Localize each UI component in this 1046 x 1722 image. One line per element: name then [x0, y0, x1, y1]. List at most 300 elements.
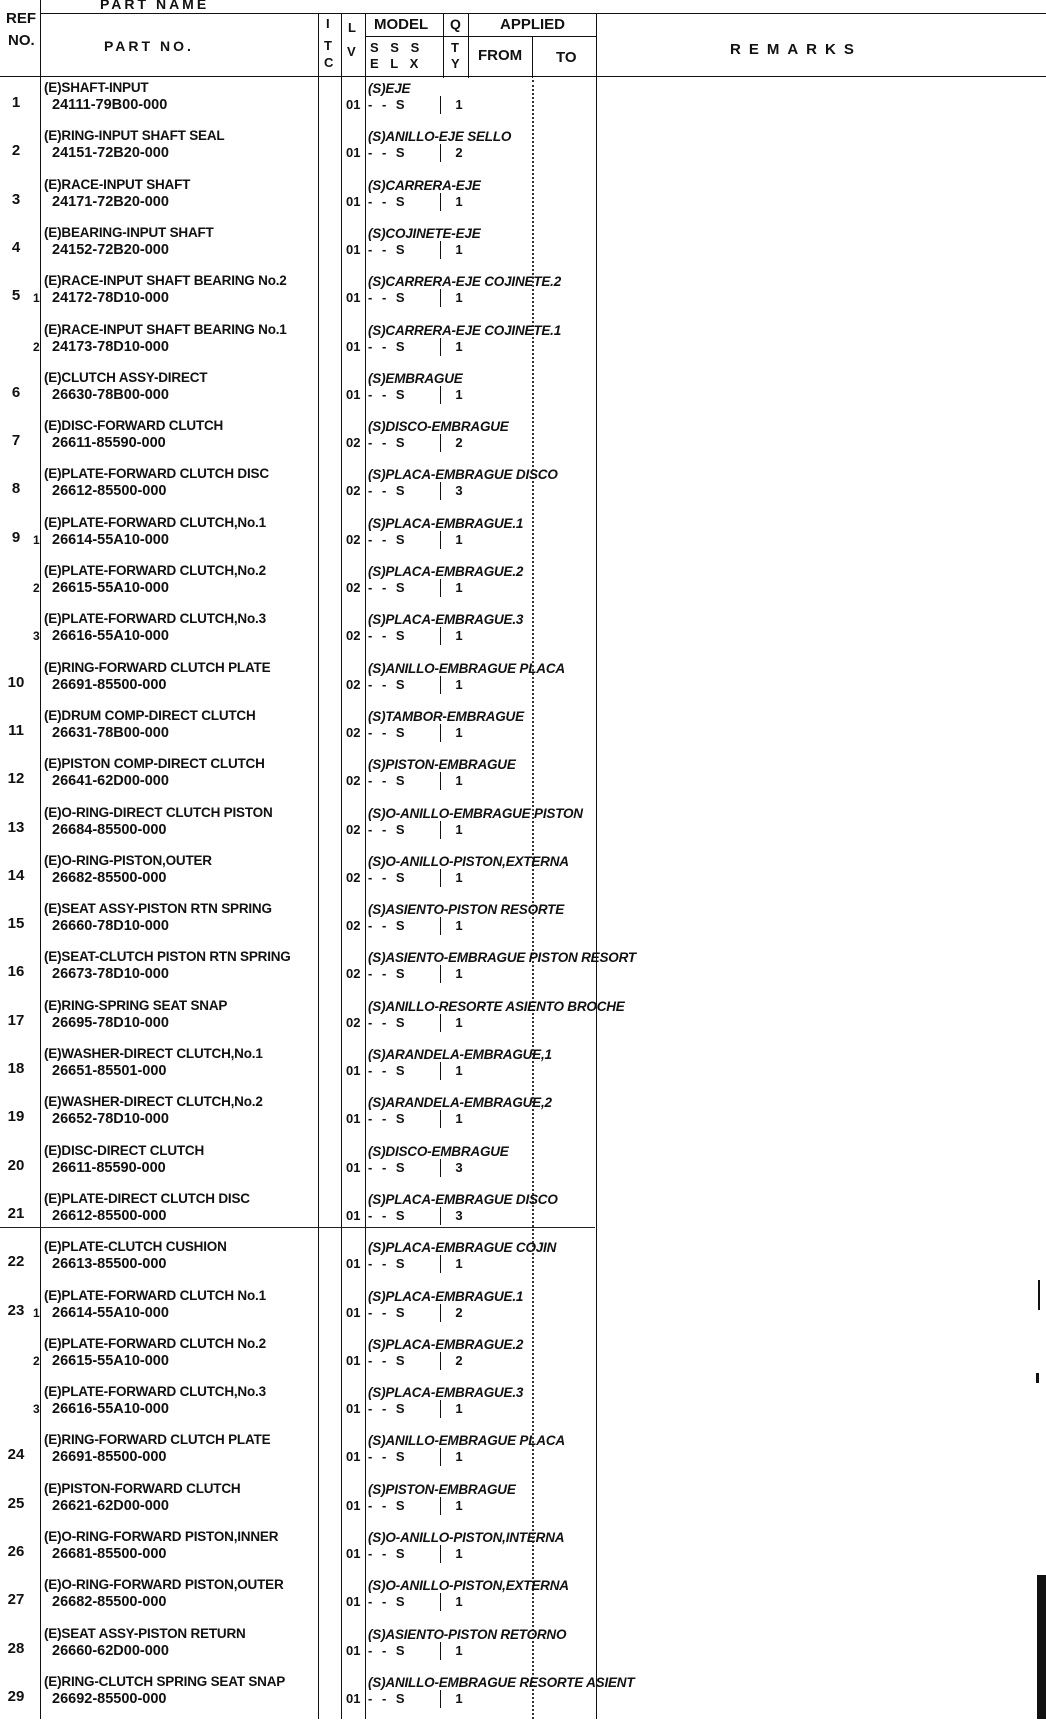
- ref-number: 25: [7, 1494, 25, 1512]
- model-applicability: - - S: [368, 1207, 408, 1223]
- part-number: 26614-55A10-000: [52, 1304, 169, 1321]
- quantity: 1: [455, 580, 463, 595]
- spanish-name: (S)CARRERA-EJE COJINETE.2: [368, 274, 562, 290]
- qty-divider: [440, 579, 441, 597]
- qty-divider: [440, 627, 441, 645]
- sub-number: 2: [33, 581, 40, 595]
- sub-number: 3: [33, 1402, 40, 1417]
- spanish-name: (S)PLACA-EMBRAGUE.3: [368, 1385, 524, 1401]
- part-name: (E)SEAT-CLUTCH PISTON RTN SPRING: [44, 949, 291, 965]
- qty-divider: [440, 386, 441, 404]
- ref-number: 1: [11, 94, 21, 111]
- sub-number: 2: [33, 1353, 40, 1368]
- ref-number: 4: [11, 238, 21, 256]
- spanish-name: (S)PLACA-EMBRAGUE COJIN: [368, 1240, 557, 1256]
- table-row: [0, 370, 1046, 418]
- model-applicability: - - S: [368, 628, 408, 644]
- part-name: (E)RING-SPRING SEAT SNAP: [44, 997, 228, 1013]
- level: 01: [346, 145, 361, 161]
- part-number: 24111-79B00-000: [52, 97, 168, 113]
- part-number: 26684-85500-000: [52, 821, 167, 838]
- col-rule-from-to: [532, 36, 533, 78]
- lv-header-v: V: [347, 44, 356, 59]
- qty-divider: [440, 869, 441, 887]
- col-rule-qty-left: [443, 14, 444, 78]
- qty-divider: [440, 1642, 441, 1660]
- part-name: (E)O-RING-PISTON,OUTER: [44, 852, 212, 868]
- quantity: 1: [455, 1642, 463, 1658]
- quantity: 1: [455, 1497, 463, 1513]
- part-name: (E)PLATE-FORWARD CLUTCH,No.3: [44, 611, 266, 627]
- level: 02: [346, 869, 361, 885]
- level: 01: [346, 1642, 361, 1658]
- sub-number: 3: [33, 629, 40, 644]
- table-row: [0, 1577, 1046, 1625]
- part-name: (E)O-RING-FORWARD PISTON,INNER: [44, 1529, 279, 1544]
- part-number: 26621-62D00-000: [52, 1497, 169, 1514]
- spanish-name: (S)PISTON-EMBRAGUE: [368, 757, 516, 773]
- part-number: 24152-72B20-000: [52, 241, 169, 258]
- itc-header-i: I: [326, 16, 330, 31]
- qty-header-q: Q: [450, 16, 461, 32]
- level: 01: [346, 1207, 361, 1223]
- qty-divider: [440, 1014, 441, 1032]
- quantity: 1: [455, 724, 463, 740]
- part-name: (E)RING-INPUT SHAFT SEAL: [44, 128, 225, 144]
- spanish-name: (S)ASIENTO-PISTON RETORNO: [368, 1626, 567, 1642]
- level: 01: [346, 1546, 361, 1561]
- table-row: [0, 1626, 1046, 1674]
- spanish-name: (S)PLACA-EMBRAGUE.2: [368, 564, 524, 579]
- level: 01: [346, 290, 361, 306]
- spanish-name: (S)ANILLO-EJE SELLO: [368, 129, 512, 145]
- ref-number: 9: [11, 528, 21, 546]
- spanish-name: (S)TAMBOR-EMBRAGUE: [368, 708, 524, 724]
- quantity: 1: [455, 773, 463, 789]
- model-applicability: - - S: [368, 1594, 408, 1610]
- model-applicability: - - S: [368, 821, 408, 837]
- ref-number: 12: [7, 770, 25, 788]
- level: 01: [346, 97, 361, 112]
- model-applicability: - - S: [368, 531, 408, 547]
- part-number: 26673-78D10-000: [52, 966, 169, 983]
- level: 02: [346, 483, 361, 499]
- ref-header-line1: REF: [6, 10, 36, 27]
- header-bottom-rule: [0, 76, 1046, 77]
- part-name: (E)RING-CLUTCH SPRING SEAT SNAP: [44, 1673, 286, 1689]
- ref-number: 21: [7, 1204, 25, 1222]
- part-number: 26611-85590-000: [52, 1159, 166, 1176]
- ref-number: 17: [7, 1011, 25, 1029]
- level: 01: [346, 1352, 361, 1368]
- table-row: [0, 1432, 1046, 1480]
- part-name: (E)RING-FORWARD CLUTCH PLATE: [44, 1432, 271, 1448]
- part-number: 26612-85500-000: [52, 1207, 167, 1224]
- model-applicability: - - S: [368, 338, 408, 354]
- part-name: (E)RACE-INPUT SHAFT: [44, 176, 191, 192]
- part-name: (E)PLATE-FORWARD CLUTCH,No.3: [44, 1384, 266, 1400]
- part-number: 26641-62D00-000: [52, 773, 169, 790]
- quantity: 1: [455, 97, 463, 112]
- table-row: [0, 708, 1046, 756]
- level: 01: [346, 1449, 361, 1465]
- qty-divider: [440, 1497, 441, 1515]
- table-row: [0, 756, 1046, 804]
- model-applicability: - - S: [368, 1401, 408, 1417]
- quantity: 1: [455, 966, 463, 982]
- ref-number: 14: [7, 866, 25, 884]
- model-applicability: - - S: [368, 1352, 408, 1368]
- model-applicability: - - S: [368, 1690, 408, 1706]
- table-row: [0, 225, 1046, 273]
- quantity: 1: [455, 628, 463, 644]
- spanish-name: (S)PLACA-EMBRAGUE DISCO: [368, 467, 558, 483]
- spanish-name: (S)ASIENTO-EMBRAGUE PISTON RESORT: [368, 950, 636, 966]
- model-applicability: - - S: [368, 773, 408, 789]
- model-codes-bottom: E L X: [370, 56, 423, 71]
- part-number: 26681-85500-000: [52, 1546, 167, 1562]
- model-applicability: - - S: [368, 966, 408, 982]
- ref-number: 8: [11, 480, 21, 498]
- part-number: 24171-72B20-000: [52, 193, 169, 210]
- level: 02: [346, 628, 361, 644]
- spanish-name: (S)PISTON-EMBRAGUE: [368, 1481, 516, 1497]
- part-no-header: PART NO.: [104, 38, 194, 54]
- level: 01: [346, 1690, 361, 1706]
- ref-number: 15: [7, 915, 25, 933]
- quantity: 2: [455, 1352, 463, 1368]
- part-number: 26612-85500-000: [52, 483, 167, 500]
- qty-divider: [440, 289, 441, 307]
- qty-divider: [440, 676, 441, 694]
- spanish-name: (S)PLACA-EMBRAGUE.1: [368, 515, 524, 531]
- table-row: [0, 1094, 1046, 1142]
- itc-header-c: C: [324, 55, 334, 70]
- qty-divider: [440, 241, 441, 259]
- qty-divider: [440, 1593, 441, 1611]
- qty-header-y: Y: [451, 56, 460, 71]
- level: 02: [346, 531, 361, 547]
- quantity: 3: [455, 1159, 463, 1175]
- part-name: (E)SHAFT-INPUT: [44, 80, 149, 95]
- level: 01: [346, 386, 361, 402]
- level: 01: [346, 1159, 361, 1175]
- qty-header-t: T: [451, 40, 459, 55]
- part-number: 26660-78D10-000: [52, 918, 169, 935]
- quantity: 2: [455, 145, 463, 161]
- ref-number: 13: [7, 818, 25, 836]
- model-applicability: - - S: [368, 386, 408, 402]
- ref-number: 26: [7, 1543, 25, 1560]
- spanish-name: (S)PLACA-EMBRAGUE DISCO: [368, 1191, 558, 1207]
- model-applicability: - - S: [368, 580, 408, 595]
- level: 01: [346, 1111, 361, 1127]
- level: 02: [346, 918, 361, 934]
- spanish-name: (S)ARANDELA-EMBRAGUE,2: [368, 1095, 552, 1111]
- spanish-name: (S)ASIENTO-PISTON RESORTE: [368, 902, 565, 918]
- table-row: [0, 128, 1046, 176]
- ref-number: 20: [7, 1156, 25, 1174]
- qty-divider: [440, 1207, 441, 1225]
- part-name: (E)PISTON-FORWARD CLUTCH: [44, 1480, 241, 1496]
- itc-header-t: T: [324, 38, 332, 53]
- part-name: (E)O-RING-FORWARD PISTON,OUTER: [44, 1577, 284, 1593]
- qty-divider: [440, 1255, 441, 1273]
- table-row: [0, 949, 1046, 997]
- spanish-name: (S)ANILLO-EMBRAGUE RESORTE ASIENT: [368, 1674, 635, 1690]
- qty-divider: [440, 1110, 441, 1128]
- model-codes-top: S S S: [370, 40, 424, 55]
- part-name: (E)PLATE-FORWARD CLUTCH No.1: [44, 1287, 266, 1303]
- spanish-name: (S)ANILLO-EMBRAGUE PLACA: [368, 660, 565, 676]
- table-row: [0, 273, 1046, 321]
- part-number: 26616-55A10-000: [52, 1401, 169, 1418]
- quantity: 1: [455, 1690, 463, 1706]
- quantity: 1: [455, 1449, 463, 1465]
- table-row: [0, 1191, 1046, 1239]
- model-applicability: - - S: [368, 1256, 408, 1272]
- part-number: 26615-55A10-000: [52, 580, 169, 596]
- part-number: 26630-78B00-000: [52, 386, 169, 403]
- qty-divider: [440, 531, 441, 549]
- qty-divider: [440, 434, 441, 452]
- ref-number: 7: [11, 432, 21, 450]
- part-name: (E)CLUTCH ASSY-DIRECT: [44, 369, 208, 385]
- table-row: [0, 563, 1046, 611]
- sub-number: 1: [33, 291, 40, 306]
- model-applicability: - - S: [368, 483, 408, 499]
- level: 01: [346, 1497, 361, 1513]
- col-rule-qty: [468, 14, 469, 78]
- part-name: (E)PLATE-FORWARD CLUTCH,No.1: [44, 514, 266, 530]
- part-number: 24172-78D10-000: [52, 290, 169, 307]
- quantity: 1: [455, 386, 463, 402]
- quantity: 1: [455, 918, 463, 934]
- part-number: 24151-72B20-000: [52, 145, 169, 162]
- to-header: TO: [556, 49, 577, 66]
- spanish-name: (S)ARANDELA-EMBRAGUE,1: [368, 1047, 552, 1062]
- table-row: [0, 1481, 1046, 1529]
- part-number: 26651-85501-000: [52, 1063, 167, 1079]
- sub-number: 1: [33, 1305, 40, 1320]
- part-name-header: PART NAME: [100, 0, 210, 12]
- sub-number: 2: [33, 339, 40, 354]
- model-applicability: - - S: [368, 193, 408, 209]
- model-header: MODEL: [374, 16, 429, 33]
- table-row: [0, 611, 1046, 659]
- qty-divider: [440, 338, 441, 356]
- spanish-name: (S)EMBRAGUE: [368, 370, 463, 386]
- qty-divider: [440, 1062, 441, 1080]
- part-name: (E)WASHER-DIRECT CLUTCH,No.1: [44, 1046, 263, 1061]
- model-applicability: - - S: [368, 97, 408, 112]
- remarks-header: REMARKS: [730, 41, 862, 58]
- ref-number: 6: [11, 383, 21, 401]
- quantity: 2: [455, 435, 463, 451]
- qty-divider: [440, 1352, 441, 1370]
- level: 02: [346, 435, 361, 451]
- table-row: [0, 515, 1046, 563]
- model-applicability: - - S: [368, 1111, 408, 1127]
- table-row: [0, 80, 1046, 128]
- qty-divider: [440, 1400, 441, 1418]
- part-number: 26695-78D10-000: [52, 1014, 169, 1031]
- spanish-name: (S)O-ANILLO-PISTON,EXTERNA: [368, 1578, 569, 1594]
- table-row: [0, 901, 1046, 949]
- level: 02: [346, 580, 361, 595]
- level: 01: [346, 1063, 361, 1078]
- model-applicability: - - S: [368, 1159, 408, 1175]
- ref-number: 27: [7, 1591, 25, 1609]
- ref-number: 3: [11, 190, 21, 208]
- level: 02: [346, 676, 361, 692]
- table-header: [0, 0, 1046, 78]
- model-applicability: - - S: [368, 676, 408, 692]
- part-name: (E)RACE-INPUT SHAFT BEARING No.1: [44, 321, 287, 337]
- model-applicability: - - S: [368, 145, 408, 161]
- quantity: 3: [455, 1207, 463, 1223]
- model-applicability: - - S: [368, 918, 408, 934]
- level: 02: [346, 724, 361, 740]
- qty-divider: [440, 144, 441, 162]
- quantity: 1: [455, 1256, 463, 1272]
- ref-number: 11: [8, 721, 24, 739]
- level: 02: [346, 821, 361, 837]
- model-applicability: - - S: [368, 435, 408, 451]
- quantity: 1: [455, 193, 463, 209]
- part-number: 26691-85500-000: [52, 676, 167, 693]
- part-name: (E)SEAT ASSY-PISTON RETURN: [44, 1625, 246, 1641]
- ref-number: 5: [11, 287, 21, 305]
- part-name: (E)BEARING-INPUT SHAFT: [44, 224, 214, 240]
- table-row: [0, 1674, 1046, 1722]
- quantity: 1: [455, 1594, 463, 1610]
- model-applicability: - - S: [368, 241, 408, 257]
- qty-divider: [440, 1159, 441, 1177]
- sub-number: 1: [33, 532, 40, 547]
- table-row: [0, 322, 1046, 370]
- qty-divider: [440, 917, 441, 935]
- table-row: [0, 660, 1046, 708]
- part-name: (E)RACE-INPUT SHAFT BEARING No.2: [44, 273, 287, 289]
- model-applicability: - - S: [368, 1449, 408, 1465]
- table-row: [0, 1143, 1046, 1191]
- quantity: 1: [455, 1111, 463, 1127]
- part-number: 26682-85500-000: [52, 869, 167, 886]
- quantity: 1: [455, 290, 463, 306]
- table-row: [0, 1529, 1046, 1577]
- quantity: 1: [455, 338, 463, 354]
- part-number: 24173-78D10-000: [52, 338, 169, 355]
- quantity: 3: [455, 483, 463, 499]
- spanish-name: (S)EJE: [368, 81, 411, 96]
- spanish-name: (S)PLACA-EMBRAGUE.3: [368, 612, 524, 628]
- ref-header-line2: NO.: [8, 32, 35, 49]
- qty-divider: [440, 965, 441, 983]
- model-applicability: - - S: [368, 1014, 408, 1030]
- model-rule: [365, 36, 597, 37]
- part-number: 26611-85590-000: [52, 435, 166, 452]
- spanish-name: (S)CARRERA-EJE: [368, 177, 481, 193]
- part-name: (E)WASHER-DIRECT CLUTCH,No.2: [44, 1094, 263, 1110]
- table-row: [0, 1046, 1046, 1094]
- model-applicability: - - S: [368, 1063, 408, 1078]
- header-top-rule: [40, 13, 1046, 14]
- spanish-name: (S)ANILLO-EMBRAGUE PLACA: [368, 1433, 565, 1449]
- qty-divider: [440, 482, 441, 500]
- quantity: 2: [455, 1304, 463, 1320]
- quantity: 1: [455, 241, 463, 257]
- part-number: 26660-62D00-000: [52, 1642, 169, 1659]
- applied-header: APPLIED: [500, 16, 566, 33]
- spanish-name: (S)DISCO-EMBRAGUE: [368, 419, 509, 435]
- quantity: 1: [455, 1401, 463, 1417]
- table-row: [0, 998, 1046, 1046]
- level: 01: [346, 1401, 361, 1417]
- level: 01: [346, 1304, 361, 1320]
- level: 02: [346, 773, 361, 789]
- ref-number: 16: [7, 963, 25, 981]
- part-name: (E)PLATE-DIRECT CLUTCH DISC: [44, 1190, 250, 1206]
- ref-number: 29: [7, 1687, 25, 1705]
- quantity: 1: [455, 1014, 463, 1030]
- qty-divider: [440, 724, 441, 742]
- part-number: 26691-85500-000: [52, 1449, 167, 1466]
- level: 01: [346, 1256, 361, 1272]
- model-applicability: - - S: [368, 290, 408, 306]
- part-number: 26613-85500-000: [52, 1256, 167, 1273]
- model-applicability: - - S: [368, 1546, 408, 1561]
- part-name: (E)SEAT ASSY-PISTON RTN SPRING: [44, 901, 272, 917]
- quantity: 1: [455, 1063, 463, 1078]
- level: 01: [346, 1594, 361, 1610]
- table-row: [0, 1239, 1046, 1287]
- spanish-name: (S)PLACA-EMBRAGUE.2: [368, 1336, 524, 1352]
- model-applicability: - - S: [368, 869, 408, 885]
- quantity: 1: [455, 821, 463, 837]
- part-number: 26682-85500-000: [52, 1594, 167, 1611]
- table-row: [0, 177, 1046, 225]
- spanish-name: (S)PLACA-EMBRAGUE.1: [368, 1288, 524, 1304]
- quantity: 1: [455, 1546, 463, 1561]
- ref-number: 23: [7, 1301, 25, 1319]
- part-name: (E)PLATE-FORWARD CLUTCH No.2: [44, 1335, 266, 1351]
- level: 02: [346, 1014, 361, 1030]
- table-row: [0, 805, 1046, 853]
- part-name: (E)DRUM COMP-DIRECT CLUTCH: [44, 707, 256, 723]
- qty-divider: [440, 193, 441, 211]
- table-row: [0, 418, 1046, 466]
- spanish-name: (S)O-ANILLO-PISTON,INTERNA: [368, 1530, 565, 1545]
- model-applicability: - - S: [368, 1642, 408, 1658]
- ref-number: 18: [7, 1060, 25, 1077]
- quantity: 1: [455, 531, 463, 547]
- spanish-name: (S)ANILLO-RESORTE ASIENTO BROCHE: [368, 998, 625, 1014]
- table-row: [0, 853, 1046, 901]
- qty-divider: [440, 1448, 441, 1466]
- ref-number: 2: [11, 142, 21, 160]
- part-name: (E)PLATE-FORWARD CLUTCH DISC: [44, 466, 269, 482]
- from-header: FROM: [478, 47, 523, 64]
- model-applicability: - - S: [368, 1497, 408, 1513]
- level: 01: [346, 338, 361, 354]
- qty-divider: [440, 96, 441, 114]
- spanish-name: (S)COJINETE-EJE: [368, 225, 481, 241]
- part-name: (E)PISTON COMP-DIRECT CLUTCH: [44, 756, 265, 772]
- qty-divider: [440, 772, 441, 790]
- spanish-name: (S)O-ANILLO-PISTON,EXTERNA: [368, 853, 569, 869]
- model-applicability: - - S: [368, 1304, 408, 1320]
